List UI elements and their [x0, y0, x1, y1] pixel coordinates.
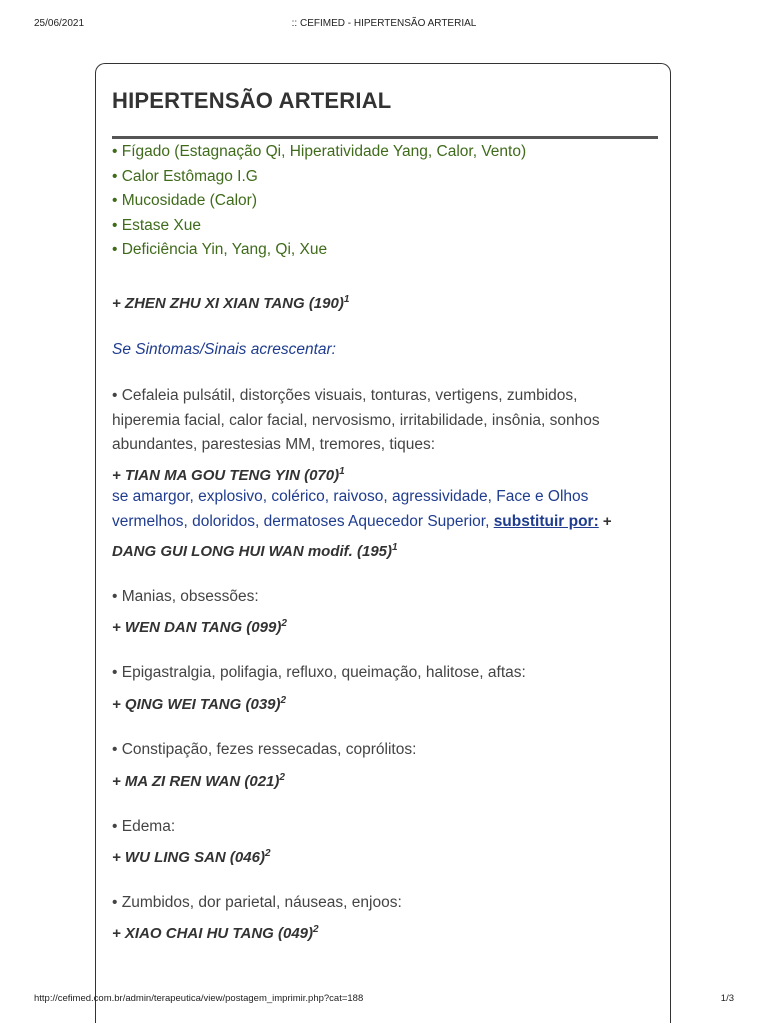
substitute-link[interactable]: substituir por: [493, 512, 599, 530]
title-divider [112, 136, 658, 139]
formula-name: + QING WEI TANG (039) [112, 696, 281, 713]
formula-footnote: 2 [279, 772, 285, 783]
formula-name: DANG GUI LONG HUI WAN modif. (195) [112, 543, 393, 560]
diagnosis-item: • Estase Xue [112, 216, 202, 234]
formula-footnote: 2 [280, 695, 287, 706]
note-text: vermelhos, doloridos, dermatoses Aquecedor Superior, [112, 512, 494, 530]
symptom-line: • Cefaleia pulsátil, distorções visuais, tonturas, vertigens, zumbidos, [112, 387, 578, 404]
plus-sign: + [598, 512, 612, 530]
diagnosis-item: • Deficiência Yin, Yang, Qi, Xue [112, 241, 328, 258]
diagnosis-item: • Mucosidade (Calor) [112, 192, 257, 209]
symptom-constipacao: • Constipação, fezes ressecadas, coprólitos: [112, 741, 417, 758]
diagnosis-list [112, 140, 526, 263]
formula-name: + WEN DAN TANG (099) [112, 619, 282, 636]
section-label: Se Sintomas/Sinais acrescentar: [112, 341, 336, 358]
print-page-title: :: CEFIMED - HIPERTENSÃO ARTERIAL [291, 18, 477, 29]
formula-wu-ling [112, 842, 658, 871]
symptom-line: abundantes, parestesias MM, tremores, tiques: [112, 436, 436, 453]
symptom-zumbidos: • Zumbidos, dor parietal, náuseas, enjoos: [112, 894, 402, 911]
print-header [0, 18, 768, 32]
content-card [95, 63, 671, 1023]
print-footer [0, 993, 768, 1007]
note-line-2 [112, 510, 658, 535]
formula-footnote: 1 [392, 542, 398, 553]
main-formula-footnote: 1 [343, 294, 350, 305]
formula-ma-zi-ren [112, 766, 658, 795]
formula-name: + MA ZI REN WAN (021) [112, 773, 280, 790]
formula-footnote: 1 [339, 466, 345, 477]
symptom-edema: • Edema: [112, 818, 176, 835]
note-line: se amargor, explosivo, colérico, raivoso, agressividade, Face e Olhos [112, 488, 589, 505]
print-url: http://cefimed.com.br/admin/terapeutica/view/postagem_imprimir.php?cat=188 [34, 993, 364, 1004]
diagnosis-item: • Fígado (Estagnação Qi, Hiperatividade Yang, Calor, Vento) [112, 143, 527, 160]
formula-footnote: 2 [281, 618, 287, 629]
symptom-group-cefaleia [112, 384, 658, 458]
main-formula [112, 288, 658, 317]
formula-dang-gui [112, 536, 658, 565]
print-page-number: 1/3 [720, 993, 734, 1004]
formula-name: + TIAN MA GOU TENG YIN (070) [112, 467, 340, 484]
formula-footnote: 2 [313, 924, 319, 935]
replacement-note [112, 485, 658, 534]
formula-name: + WU LING SAN (046) [112, 849, 265, 866]
main-formula-name: + ZHEN ZHU XI XIAN TANG (190) [112, 295, 344, 312]
formula-qing-wei [112, 689, 658, 718]
symptom-manias: • Manias, obsessões: [112, 588, 259, 605]
symptom-line: hiperemia facial, calor facial, nervosismo, irritabilidade, insônia, sonhos [112, 411, 600, 429]
formula-footnote: 2 [264, 848, 271, 859]
diagnosis-item: • Calor Estômago I.G [112, 167, 258, 185]
formula-wen-dan [112, 612, 658, 641]
formula-xiao-chai-hu [112, 918, 658, 947]
symptom-epigastralgia: • Epigastralgia, polifagia, refluxo, queimação, halitose, aftas: [112, 664, 526, 681]
print-date: 25/06/2021 [34, 18, 85, 29]
page-title: HIPERTENSÃO ARTERIAL [112, 88, 392, 113]
formula-name: + XIAO CHAI HU TANG (049) [112, 925, 313, 942]
